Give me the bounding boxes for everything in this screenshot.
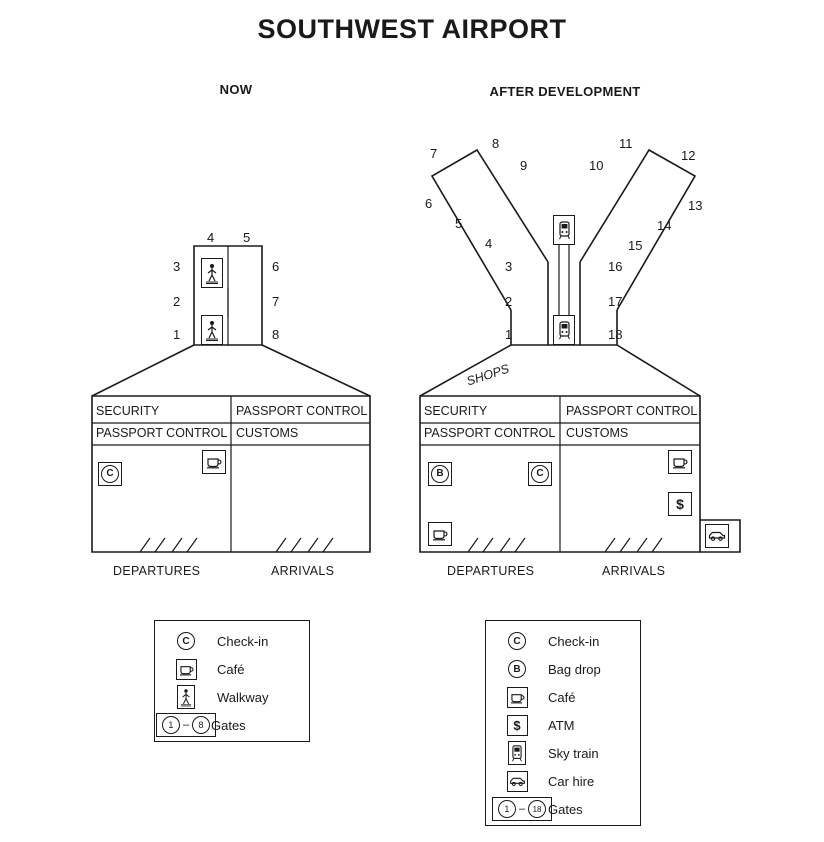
after-gate-13: 13 (688, 198, 703, 213)
cafe-box (176, 659, 197, 680)
now-gate-7: 7 (272, 294, 280, 309)
atm-symbol: $ (513, 717, 521, 733)
legend-row (486, 767, 640, 795)
page-title: SOUTHWEST AIRPORT (257, 14, 567, 44)
gates-chip (492, 797, 552, 821)
cup-glyph (432, 527, 448, 541)
walkway-glyph (205, 262, 219, 284)
after-gate-15: 15 (628, 238, 643, 253)
after-zone-security: SECURITY (424, 404, 488, 418)
after-gate-7: 7 (430, 146, 438, 161)
legend-label: Sky train (548, 745, 599, 761)
gates-icon (169, 713, 203, 737)
now-zone-passport-right: PASSPORT CONTROL (236, 404, 368, 418)
cafe-icon (202, 450, 226, 474)
sky-train-icon (500, 741, 534, 765)
atm-symbol: $ (676, 496, 684, 512)
cup-glyph (672, 455, 688, 469)
legend-label: Café (217, 661, 245, 677)
legend-row (486, 655, 640, 683)
legend-now (154, 620, 310, 742)
car-hire-icon (500, 771, 534, 792)
check-in-symbol: C (101, 465, 119, 483)
bag-drop-symbol: B (431, 465, 449, 483)
now-zone-passport-left: PASSPORT CONTROL (96, 426, 228, 440)
cafe-icon-right (668, 450, 692, 474)
legend-label: Café (548, 689, 576, 705)
check-in-symbol: C (508, 632, 526, 650)
panel-label-after: AFTER DEVELOPMENT (489, 84, 641, 99)
train-glyph (558, 220, 571, 241)
legend-row (155, 711, 309, 739)
check-in-symbol: C (531, 465, 549, 483)
now-zone-customs: CUSTOMS (236, 426, 299, 440)
check-in-symbol: C (177, 632, 195, 650)
check-in-icon (500, 632, 534, 650)
after-gate-3: 3 (505, 259, 513, 274)
gate-dash: – (518, 803, 526, 815)
bag-drop-symbol: B (508, 660, 526, 678)
now-gate-4: 4 (207, 230, 215, 245)
cup-glyph (510, 691, 525, 704)
gate-to: 8 (192, 716, 210, 734)
cafe-icon (500, 687, 534, 708)
gates-icon (500, 797, 544, 821)
legend-label: Bag drop (548, 661, 601, 677)
after-gate-8: 8 (492, 136, 500, 151)
after-gate-9: 9 (520, 158, 528, 173)
legend-label: Check-in (548, 633, 600, 649)
cafe-icon-left (428, 522, 452, 546)
legend-label: Check-in (217, 633, 269, 649)
after-gate-2: 2 (505, 294, 513, 309)
now-gate-5: 5 (243, 230, 251, 245)
walkway-icon-lower (201, 315, 223, 345)
legend-label: Gates (211, 717, 246, 733)
legend-row (486, 795, 640, 823)
legend-label: ATM (548, 717, 575, 733)
car-glyph (509, 776, 526, 787)
legend-row (155, 655, 309, 683)
shops-label: SHOPS (464, 361, 511, 389)
car-hire-icon (705, 524, 729, 548)
bag-drop-icon (428, 462, 452, 486)
after-gate-10: 10 (589, 158, 604, 173)
legend-label: Gates (548, 801, 583, 817)
walkway-icon-upper (201, 258, 223, 288)
after-gate-4: 4 (485, 236, 493, 251)
after-gate-1: 1 (505, 327, 513, 342)
legend-row (155, 683, 309, 711)
now-arrivals-label: ARRIVALS (271, 564, 335, 578)
after-gate-16: 16 (608, 259, 623, 274)
now-gate-1: 1 (173, 327, 181, 342)
after-arrivals-label: ARRIVALS (602, 564, 666, 578)
legend-row (486, 711, 640, 739)
sky-train-icon-lower (553, 315, 575, 345)
after-gate-6: 6 (425, 196, 433, 211)
legend-row (155, 627, 309, 655)
walkway-glyph (180, 687, 192, 707)
after-gate-12: 12 (681, 148, 696, 163)
walkway-box (177, 685, 195, 709)
after-gate-17: 17 (608, 294, 623, 309)
train-glyph (558, 320, 571, 341)
bag-drop-icon (500, 660, 534, 678)
legend-row (486, 739, 640, 767)
legend-after (485, 620, 641, 826)
legend-label: Walkway (217, 689, 269, 705)
after-zone-passport-right: PASSPORT CONTROL (566, 404, 698, 418)
now-gate-8: 8 (272, 327, 280, 342)
check-in-icon (169, 632, 203, 650)
after-gate-11: 11 (619, 136, 633, 151)
check-in-icon (528, 462, 552, 486)
gates-chip (156, 713, 216, 737)
sky-train-icon-upper (553, 215, 575, 245)
after-gate-14: 14 (657, 218, 672, 233)
cafe-box (507, 687, 528, 708)
cup-glyph (206, 455, 222, 469)
cup-glyph (179, 663, 194, 676)
gate-dash: – (182, 719, 190, 731)
after-gate-5: 5 (455, 216, 463, 231)
now-departures-label: DEPARTURES (113, 564, 201, 578)
legend-label: Car hire (548, 773, 595, 789)
now-gate-2: 2 (173, 294, 181, 309)
train-box (508, 741, 526, 765)
after-gate-18: 18 (608, 327, 623, 342)
atm-icon (500, 715, 534, 736)
car-glyph (708, 530, 726, 542)
now-zone-security: SECURITY (96, 404, 160, 418)
train-glyph (511, 744, 523, 763)
after-zone-customs: CUSTOMS (566, 426, 629, 440)
gate-to: 18 (528, 800, 546, 818)
after-zone-passport-left: PASSPORT CONTROL (424, 426, 556, 440)
walkway-glyph (205, 319, 219, 341)
now-gate-6: 6 (272, 259, 280, 274)
atm-box (507, 715, 528, 736)
now-gate-3: 3 (173, 259, 181, 274)
legend-row (486, 683, 640, 711)
walkway-icon (169, 685, 203, 709)
gate-from: 1 (498, 800, 516, 818)
panel-label-now: NOW (219, 82, 253, 97)
after-departures-label: DEPARTURES (447, 564, 535, 578)
car-box (507, 771, 528, 792)
atm-icon (668, 492, 692, 516)
check-in-icon (98, 462, 122, 486)
gate-from: 1 (162, 716, 180, 734)
legend-row (486, 627, 640, 655)
cafe-icon (169, 659, 203, 680)
